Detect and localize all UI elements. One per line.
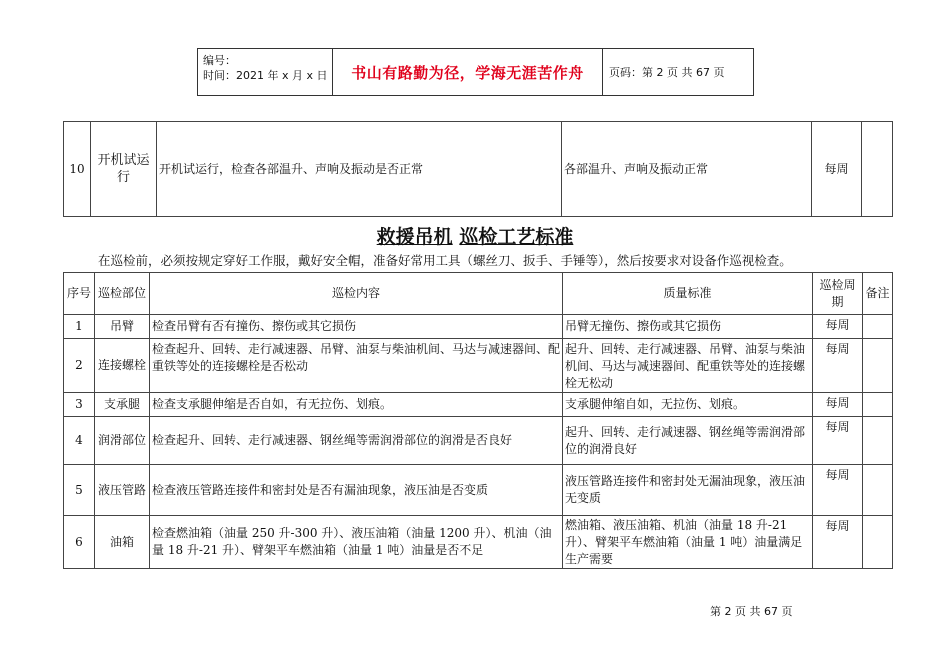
row-note: [862, 122, 893, 217]
row-note: [863, 516, 893, 569]
table-row: [64, 417, 893, 465]
prev-table: [63, 121, 893, 217]
page-header: [197, 48, 754, 96]
row-no: 1: [64, 315, 95, 339]
row-part: 开机试运行: [91, 122, 157, 217]
row-part: 支承腿: [95, 393, 150, 417]
header-cycle: 巡检周期: [813, 273, 863, 315]
table-row: [64, 465, 893, 516]
row-content: 检查起升、回转、走行减速器、钢丝绳等需润滑部位的润滑是否良好: [150, 417, 563, 465]
row-standard: 起升、回转、走行减速器、吊臂、油泵与柴油机间、马达与减速器间、配重铁等处的连接螺栓无松动: [563, 339, 813, 393]
row-standard: 燃油箱、液压油箱、机油（油量 18 升-21 升）、臂架平车燃油箱（油量 1 吨）油量满足生产需要: [563, 516, 813, 569]
row-part: 吊臂: [95, 315, 150, 339]
row-part: 连接螺栓: [95, 339, 150, 393]
row-no: 6: [64, 516, 95, 569]
page-label: 页码：第 2 页 共 67 页: [609, 66, 725, 79]
row-content: 检查支承腿伸缩是否自如，有无拉伤、划痕。: [150, 393, 563, 417]
row-cycle: 每周: [813, 315, 863, 339]
row-part: 液压管路: [95, 465, 150, 516]
row-note: [863, 417, 893, 465]
title-part-a: 救援吊机: [376, 226, 453, 248]
row-standard: 液压管路连接件和密封处无漏油现象，液压油无变质: [563, 465, 813, 516]
row-content: 开机试运行，检查各部温升、声响及振动是否正常: [157, 122, 562, 217]
table-row: [64, 122, 893, 217]
row-note: [863, 339, 893, 393]
row-content: 检查吊臂有否有撞伤、擦伤或其它损伤: [150, 315, 563, 339]
row-note: [863, 393, 893, 417]
row-content: 检查燃油箱（油量 250 升-300 升）、液压油箱（油量 1200 升）、机油（油量 18 升-21 升）、臂架平车燃油箱（油量 1 吨）油量是否不足: [150, 516, 563, 569]
row-cycle: 每周: [813, 339, 863, 393]
motto: 书山有路勤为径，学海无涯苦作舟: [333, 49, 603, 95]
row-cycle: 每周: [813, 393, 863, 417]
row-standard: 起升、回转、走行减速器、钢丝绳等需润滑部位的润滑良好: [563, 417, 813, 465]
inspection-table: [63, 272, 893, 569]
row-note: [863, 465, 893, 516]
header-note: 备注: [863, 273, 893, 315]
row-cycle: 每周: [813, 465, 863, 516]
row-standard: 吊臂无撞伤、擦伤或其它损伤: [563, 315, 813, 339]
row-standard: 支承腿伸缩自如，无拉伤、划痕。: [563, 393, 813, 417]
table-row: [64, 516, 893, 569]
table-row: [64, 339, 893, 393]
row-no: 3: [64, 393, 95, 417]
row-content: 检查起升、回转、走行减速器、吊臂、油泵与柴油机间、马达与减速器间、配重铁等处的连接螺栓是否松动: [150, 339, 563, 393]
row-no: 5: [64, 465, 95, 516]
row-no: 2: [64, 339, 95, 393]
header-part: 巡检部位: [95, 273, 150, 315]
row-part: 油箱: [95, 516, 150, 569]
row-cycle: 每周: [812, 122, 862, 217]
header-content: 巡检内容: [150, 273, 563, 315]
time-label: 时间：2021 年 x 月 x 日: [203, 69, 328, 82]
row-no: 4: [64, 417, 95, 465]
section-intro: 在巡检前，必须按规定穿好工作服，戴好安全帽，准备好常用工具（螺丝刀、扳手、手锤等），然后按要求对设备作巡视检查。: [98, 253, 792, 268]
row-cycle: 每周: [813, 516, 863, 569]
header-meta: [198, 49, 333, 95]
table-row: [64, 393, 893, 417]
header-no: 序号: [64, 273, 95, 315]
number-label: 编号：: [203, 54, 236, 67]
row-cycle: 每周: [813, 417, 863, 465]
page-footer: 第 2 页 共 67 页: [710, 605, 793, 618]
row-content: 检查液压管路连接件和密封处是否有漏油现象，液压油是否变质: [150, 465, 563, 516]
section-title: [0, 222, 950, 249]
row-no: 10: [64, 122, 91, 217]
table-header-row: [64, 273, 893, 315]
title-part-b: 巡检工艺标准: [459, 226, 574, 248]
row-note: [863, 315, 893, 339]
row-standard: 各部温升、声响及振动正常: [562, 122, 812, 217]
header-standard: 质量标准: [563, 273, 813, 315]
row-part: 润滑部位: [95, 417, 150, 465]
table-row: [64, 315, 893, 339]
